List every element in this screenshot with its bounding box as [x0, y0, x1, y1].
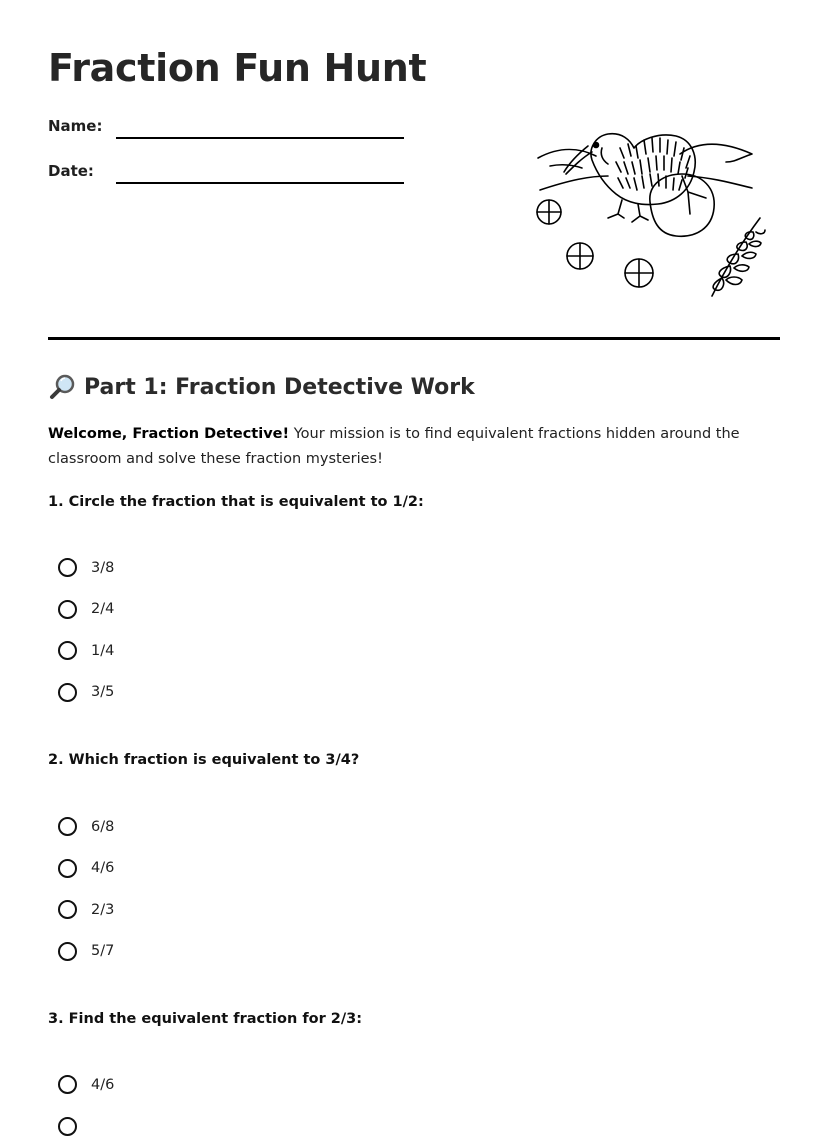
option-label: 2/4 — [91, 601, 114, 617]
radio-button[interactable] — [58, 600, 77, 619]
option-label: 5/7 — [91, 943, 114, 959]
intro-bold: Welcome, Fraction Detective! — [48, 426, 289, 442]
option-label: 4/6 — [91, 860, 114, 876]
option-q2-b[interactable] — [58, 848, 114, 890]
option-q2-c[interactable] — [58, 889, 114, 931]
date-field[interactable] — [48, 162, 116, 180]
radio-button[interactable] — [58, 942, 77, 961]
option-label: 4/6 — [91, 1077, 114, 1093]
name-field[interactable] — [48, 117, 116, 135]
option-label: 3/5 — [91, 684, 114, 700]
part1-heading — [48, 372, 475, 402]
option-q3-a[interactable] — [58, 1064, 114, 1106]
option-q2-d[interactable] — [58, 931, 114, 973]
radio-button[interactable] — [58, 683, 77, 702]
option-q3-b[interactable] — [58, 1106, 114, 1147]
radio-button[interactable] — [58, 641, 77, 660]
question-1-prompt: 1. Circle the fraction that is equivalent to 1/2: — [48, 494, 424, 510]
question-3-prompt: 3. Find the equivalent fraction for 2/3: — [48, 1011, 362, 1027]
radio-button[interactable] — [58, 817, 77, 836]
section-divider — [48, 337, 780, 340]
question-1-options — [58, 547, 114, 713]
option-q1-a[interactable] — [58, 547, 114, 589]
date-label: Date: — [48, 162, 116, 180]
radio-button[interactable] — [58, 900, 77, 919]
option-q1-c[interactable] — [58, 630, 114, 672]
radio-button[interactable] — [58, 1075, 77, 1094]
option-label: 3/8 — [91, 560, 114, 576]
date-line[interactable] — [116, 182, 404, 184]
intro-paragraph — [48, 422, 778, 472]
option-q1-b[interactable] — [58, 589, 114, 631]
question-2-options — [58, 806, 114, 972]
radio-button[interactable] — [58, 1117, 77, 1136]
option-label: 1/4 — [91, 643, 114, 659]
part1-heading-text: Part 1: Fraction Detective Work — [84, 375, 475, 400]
name-line[interactable] — [116, 137, 404, 139]
name-label: Name: — [48, 117, 116, 135]
radio-button[interactable] — [58, 859, 77, 878]
worksheet-title: Fraction Fun Hunt — [48, 46, 426, 90]
magnifying-glass-icon — [48, 372, 78, 402]
intro-text: Your mission is to find equivalent fractions hidden around the classroom and solve these fraction mysteries! — [48, 426, 740, 467]
option-label: 6/8 — [91, 819, 114, 835]
option-q2-a[interactable] — [58, 806, 114, 848]
option-label: 2/3 — [91, 902, 114, 918]
kiwi-illustration — [530, 118, 770, 308]
question-3-options — [58, 1064, 114, 1147]
radio-button[interactable] — [58, 558, 77, 577]
option-q1-d[interactable] — [58, 672, 114, 714]
question-2-prompt: 2. Which fraction is equivalent to 3/4? — [48, 752, 359, 768]
